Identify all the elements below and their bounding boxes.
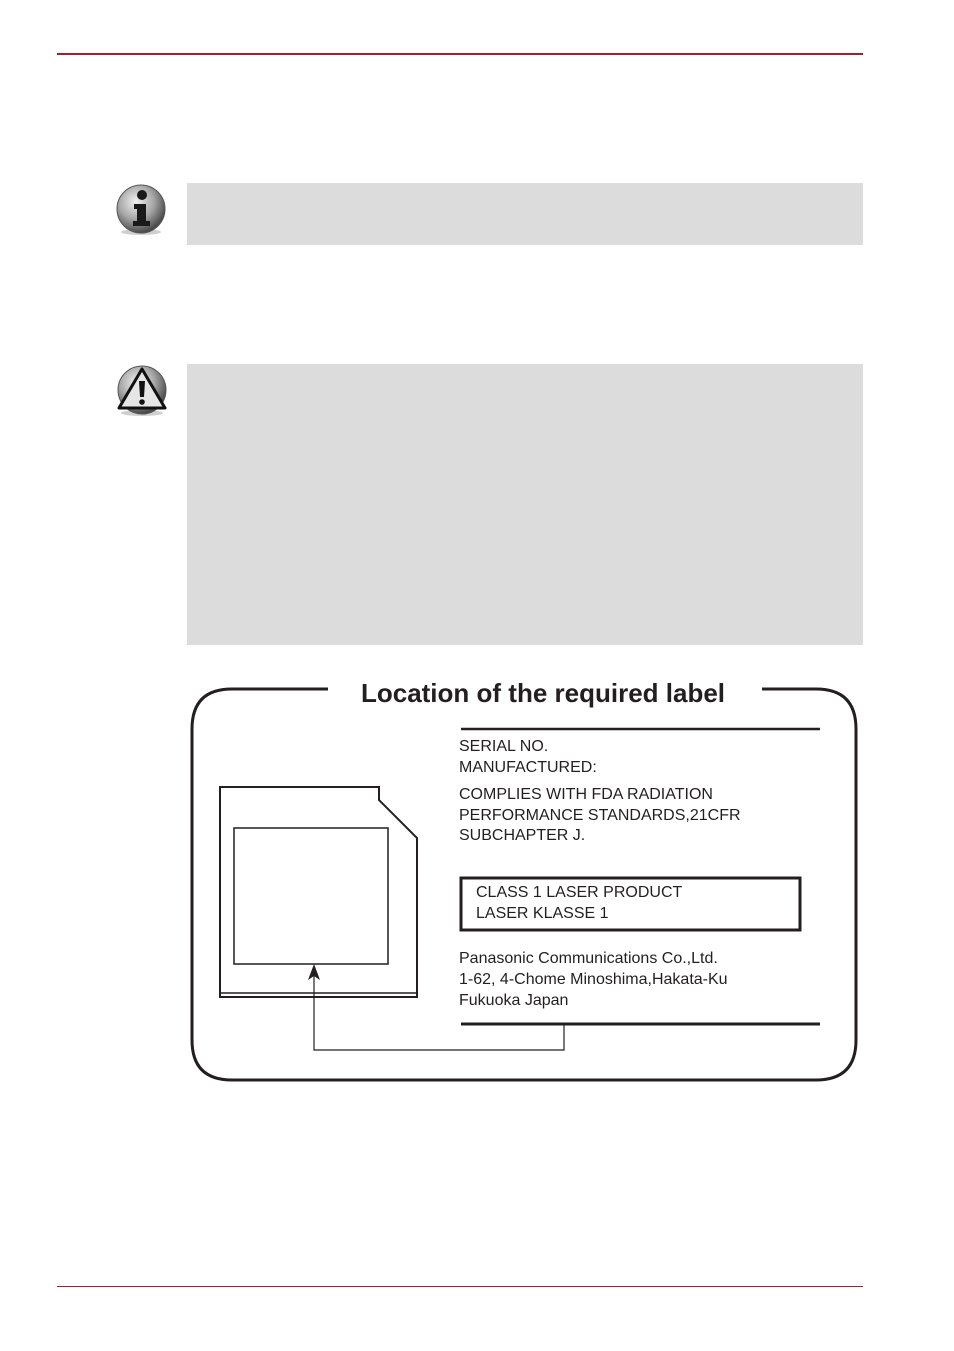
manufacturer-line: 1-62, 4-Chome Minoshima,Hakata-Ku [459, 971, 728, 988]
serial-number-text: SERIAL NO. [459, 738, 549, 755]
footer-rule [57, 1286, 863, 1287]
note-box [187, 183, 863, 245]
info-icon [114, 183, 168, 237]
figure-title: Location of the required label [330, 676, 756, 710]
laser-class-line: LASER KLASSE 1 [476, 905, 609, 922]
header-rule [57, 53, 863, 55]
caution-icon [114, 364, 170, 418]
manufacturer-line: Fukuoka Japan [459, 992, 569, 1009]
manufacturer-line: Panasonic Communications Co.,Ltd. [459, 950, 718, 967]
laser-class-line: CLASS 1 LASER PRODUCT [476, 884, 683, 901]
compliance-line: SUBCHAPTER J. [459, 827, 586, 844]
label-location-figure [188, 672, 862, 1086]
manufactured-text: MANUFACTURED: [459, 759, 597, 776]
compliance-line: PERFORMANCE STANDARDS,21CFR [459, 807, 741, 824]
compliance-line: COMPLIES WITH FDA RADIATION [459, 786, 713, 803]
caution-box [187, 364, 863, 645]
